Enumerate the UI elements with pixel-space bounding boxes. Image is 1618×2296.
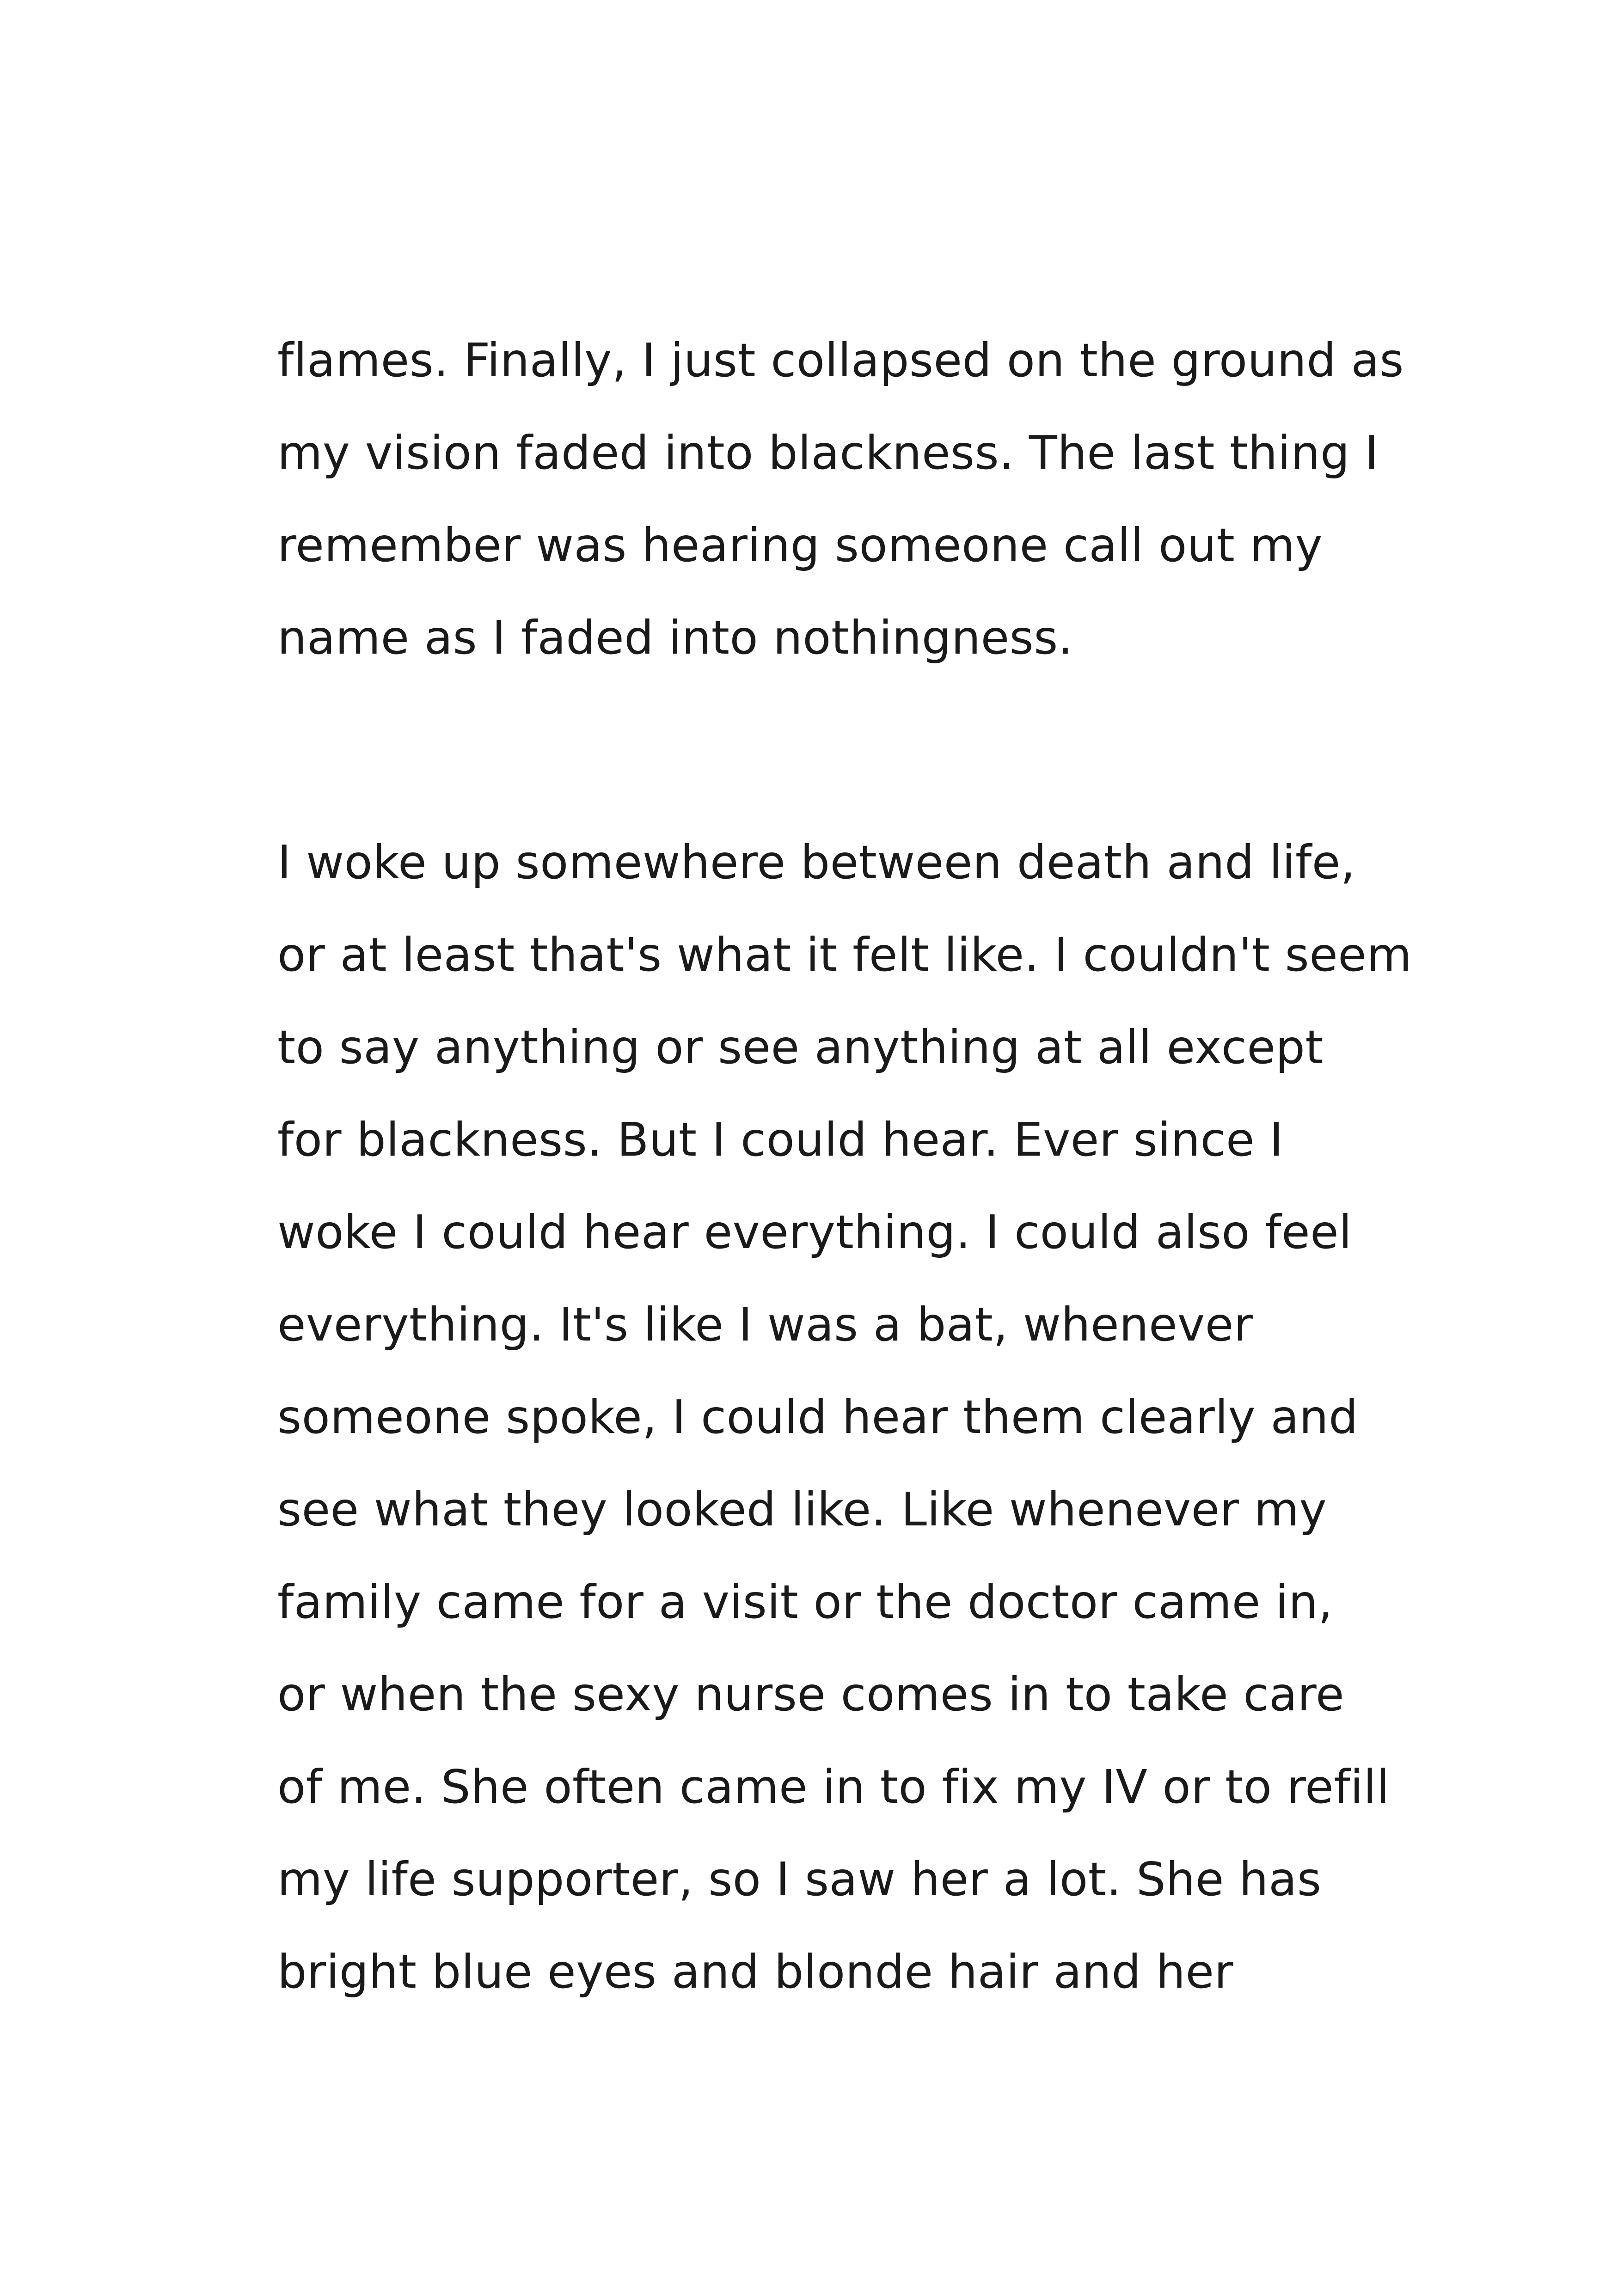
text-line: everything. It's like I was a bat, whenever (277, 1298, 1253, 1352)
text-line: family came for a visit or the doctor came in, (277, 1575, 1333, 1629)
text-line: see what they looked like. Like whenever my (277, 1482, 1327, 1537)
text-line: someone spoke, I could hear them clearly and (277, 1390, 1359, 1444)
text-line: flames. Finally, I just collapsed on the ground as (277, 333, 1404, 387)
paragraph (277, 314, 1404, 684)
text-line: or when the sexy nurse comes in to take care (277, 1667, 1345, 1721)
text-line: for blackness. But I could hear. Ever since I (277, 1113, 1284, 1167)
text-line: or at least that's what it felt like. I couldn't seem (277, 928, 1412, 982)
text-line: remember was hearing someone call out my (277, 518, 1323, 572)
paragraph (277, 816, 1412, 2018)
text-line: my life supporter, so I saw her a lot. She has (277, 1852, 1322, 1906)
text-line: name as I faded into nothingness. (277, 611, 1073, 665)
text-line: bright blue eyes and blonde hair and her (277, 1945, 1234, 1999)
text-line: of me. She often came in to fix my IV or to refill (277, 1760, 1390, 1814)
text-line: woke I could hear everything. I could also feel (277, 1205, 1352, 1259)
text-line: my vision faded into blackness. The last thing I (277, 426, 1379, 480)
text-line: I woke up somewhere between death and life, (277, 835, 1356, 889)
text-line: to say anything or see anything at all except (277, 1020, 1324, 1074)
